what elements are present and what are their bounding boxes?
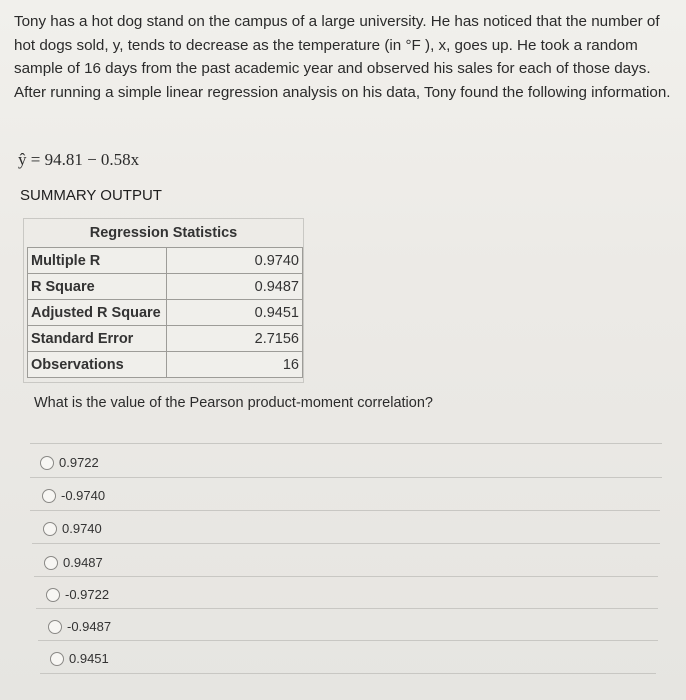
radio-button-icon[interactable]	[43, 522, 57, 536]
row-label: Adjusted R Square	[28, 300, 167, 326]
divider	[36, 608, 658, 609]
divider	[34, 576, 658, 577]
table-row	[28, 300, 303, 326]
option-label: 0.9451	[69, 651, 109, 666]
answer-option-2[interactable]	[42, 488, 105, 503]
radio-button-icon[interactable]	[46, 588, 60, 602]
row-label: Observations	[28, 352, 167, 378]
regression-statistics-box	[23, 218, 304, 383]
divider	[30, 510, 660, 511]
option-label: 0.9722	[59, 455, 99, 470]
table-row	[28, 248, 303, 274]
question-text: What is the value of the Pearson product-moment correlation?	[34, 395, 433, 411]
row-value: 16	[167, 352, 303, 378]
radio-button-icon[interactable]	[44, 556, 58, 570]
problem-statement: Tony has a hot dog stand on the campus of a large university. He has noticed that the number of hot dogs sold, y, tends to decrease as the temperature (in °F ), x, goes up. He took a random sample of 16 days from the past academic year and observed his sales for each of those days. After running a simple linear regression analysis on his data, Tony found the following information.	[14, 13, 671, 101]
option-label: 0.9487	[63, 555, 103, 570]
option-label: -0.9722	[65, 587, 110, 602]
answer-option-3[interactable]	[43, 521, 102, 536]
row-value: 0.9487	[167, 274, 303, 300]
divider	[38, 640, 658, 641]
divider	[30, 477, 662, 478]
radio-button-icon[interactable]	[40, 456, 54, 470]
answer-option-7[interactable]	[50, 651, 109, 666]
row-label: Multiple R	[28, 248, 167, 274]
divider	[32, 543, 660, 544]
answer-option-4[interactable]	[44, 555, 103, 570]
regression-equation: ŷ = 94.81 − 0.58x	[18, 150, 140, 169]
row-value: 0.9740	[167, 248, 303, 274]
radio-button-icon[interactable]	[50, 652, 64, 666]
row-value: 0.9451	[167, 300, 303, 326]
table-row	[28, 326, 303, 352]
option-label: 0.9740	[62, 521, 102, 536]
divider	[40, 673, 656, 674]
table-row	[28, 274, 303, 300]
regression-statistics-title: Regression Statistics	[89, 225, 238, 241]
radio-button-icon[interactable]	[48, 620, 62, 634]
divider	[30, 443, 662, 444]
option-label: -0.9487	[67, 619, 112, 634]
radio-button-icon[interactable]	[42, 489, 56, 503]
answer-option-1[interactable]	[40, 455, 99, 470]
row-value: 2.7156	[167, 326, 303, 352]
option-label: -0.9740	[61, 488, 106, 503]
summary-output-title: SUMMARY OUTPUT	[20, 187, 162, 204]
table-row	[28, 352, 303, 378]
row-label: Standard Error	[28, 326, 167, 352]
regression-statistics-table	[27, 247, 303, 378]
answer-option-6[interactable]	[48, 619, 111, 634]
row-label: R Square	[28, 274, 167, 300]
answer-option-5[interactable]	[46, 587, 109, 602]
